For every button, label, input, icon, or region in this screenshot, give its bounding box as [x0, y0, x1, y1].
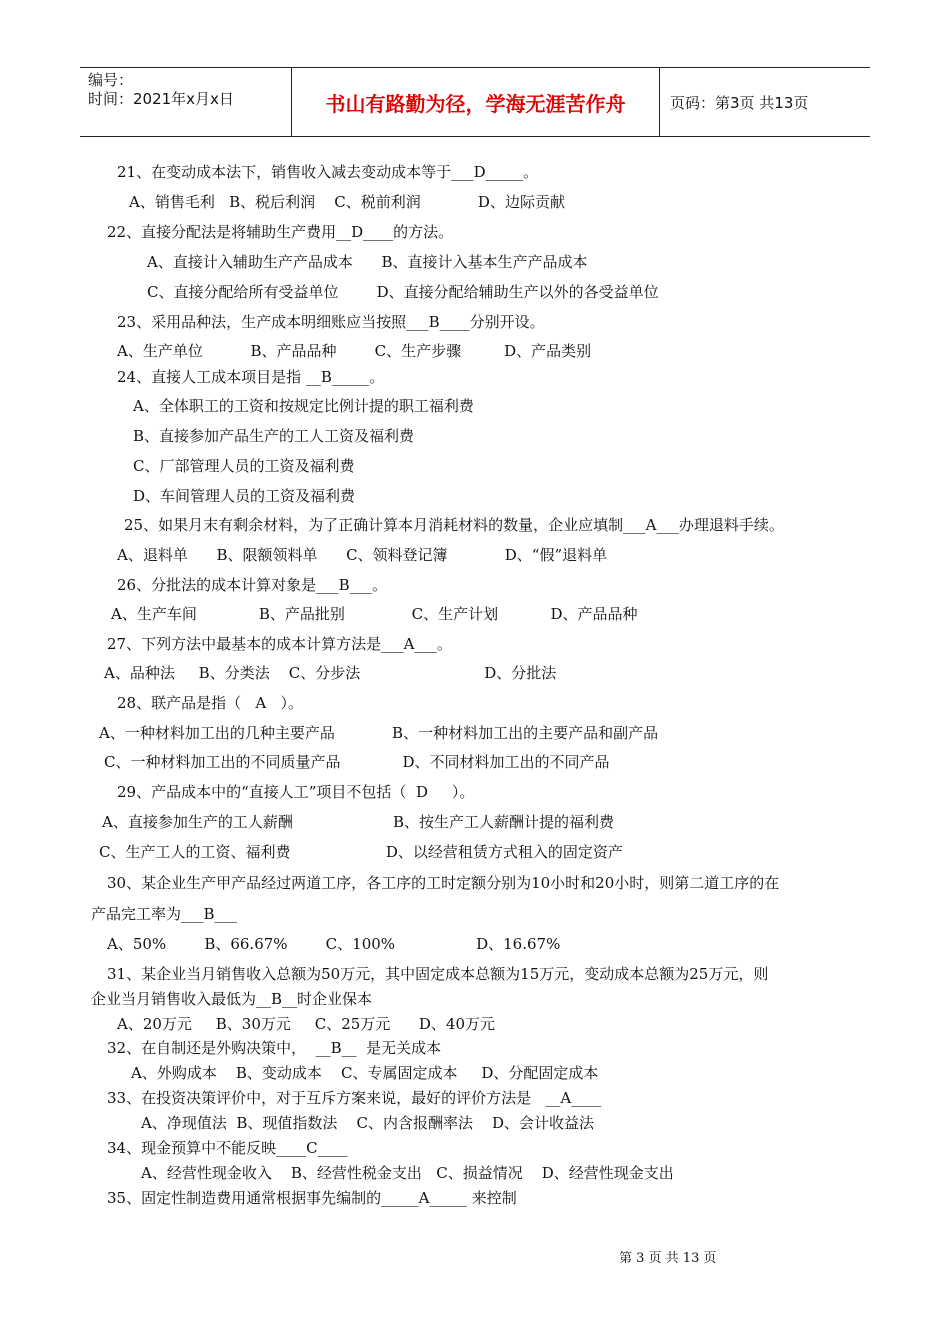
content-line: C、生产工人的工资、福利费 D、以经营租赁方式租入的固定资产 — [99, 843, 623, 861]
content-line: 26、分批法的成本计算对象是___B___。 — [117, 576, 388, 594]
content-line: 33、在投资决策评价中，对于互斥方案来说，最好的评价方法是 __A____ — [107, 1089, 602, 1107]
content-line: A、退料单 B、限额领料单 C、领料登记簿 D、“假”退料单 — [117, 546, 608, 564]
content-line: B、直接参加产品生产的工人工资及福利费 — [133, 427, 415, 445]
content-line: A、直接计入辅助生产产品成本 B、直接计入基本生产产品成本 — [147, 253, 588, 271]
content-line: C、直接分配给所有受益单位 D、直接分配给辅助生产以外的各受益单位 — [147, 283, 659, 301]
content-line: 27、下列方法中最基本的成本计算方法是___A___。 — [107, 635, 452, 653]
content-line: 22、直接分配法是将辅助生产费用__D____的方法。 — [107, 223, 454, 241]
content-line: 25、如果月末有剩余材料，为了正确计算本月消耗材料的数量，企业应填制___A___办理退料手续。 — [124, 516, 784, 534]
content-line: 34、现金预算中不能反映____C____ — [107, 1139, 348, 1157]
content-line: A、品种法 B、分类法 C、分步法 D、分批法 — [104, 664, 557, 682]
content-line: 30、某企业生产甲产品经过两道工序，各工序的工时定额分别为10小时和20小时，则第二道工序的在 — [107, 874, 780, 892]
content-line: A、经营性现金收入 B、经营性税金支出 C、损益情况 D、经营性现金支出 — [141, 1164, 674, 1182]
content-line: A、一种材料加工出的几种主要产品 B、一种材料加工出的主要产品和副产品 — [99, 724, 659, 742]
content-line: A、外购成本 B、变动成本 C、专属固定成本 D、分配固定成本 — [131, 1064, 599, 1082]
header-meta — [80, 68, 292, 136]
content-line: 23、采用品种法，生产成本明细账应当按照___B____分别开设。 — [117, 313, 545, 331]
content-line: A、全体职工的工资和按规定比例计提的职工福利费 — [133, 397, 474, 415]
content-line: D、车间管理人员的工资及福利费 — [133, 487, 356, 505]
header-page-info: 页码：第3页 共13页 — [670, 93, 809, 112]
content-line: 企业当月销售收入最低为__B__时企业保本 — [91, 990, 373, 1008]
content-line: C、一种材料加工出的不同质量产品 D、不同材料加工出的不同产品 — [104, 753, 610, 771]
content-line: 21、在变动成本法下，销售收入减去变动成本等于___D_____。 — [117, 163, 539, 181]
number-label: 编号： — [88, 71, 134, 89]
content-line: A、生产单位 B、产品品种 C、生产步骤 D、产品类别 — [117, 342, 592, 360]
content-line: 28、联产品是指（ A ）。 — [117, 694, 304, 712]
page-footer: 第 3 页 共 13 页 — [619, 1251, 717, 1266]
content-line: 产品完工率为___B___ — [91, 905, 238, 923]
content-line: A、50% B、66.67% C、100% D、16.67% — [107, 935, 561, 953]
content-line: A、生产车间 B、产品批别 C、生产计划 D、产品品种 — [111, 605, 638, 623]
time-label: 时间：2021年x月x日 — [88, 90, 234, 108]
header-motto: 书山有路勤为径，学海无涯苦作舟 — [292, 68, 660, 136]
content-line: 32、在自制还是外购决策中， __B__ 是无关成本 — [107, 1039, 442, 1057]
content-line: 29、产品成本中的“直接人工”项目不包括（ D ）。 — [117, 783, 475, 801]
content-line: C、厂部管理人员的工资及福利费 — [133, 457, 355, 475]
page-header — [80, 67, 870, 137]
content-line: 31、某企业当月销售收入总额为50万元，其中固定成本总额为15万元，变动成本总额为25万元，则 — [107, 965, 769, 983]
content-line: 35、固定性制造费用通常根据事先编制的_____A_____ 来控制 — [107, 1189, 517, 1207]
content-line: 24、直接人工成本项目是指 __B_____。 — [117, 368, 385, 386]
content-line: A、直接参加生产的工人薪酬 B、按生产工人薪酬计提的福利费 — [102, 813, 614, 831]
content-line: A、20万元 B、30万元 C、25万元 D、40万元 — [117, 1015, 495, 1033]
content-line: A、销售毛利 B、税后利润 C、税前利润 D、边际贡献 — [129, 193, 565, 211]
content-line: A、净现值法 B、现值指数法 C、内含报酬率法 D、会计收益法 — [141, 1114, 595, 1132]
